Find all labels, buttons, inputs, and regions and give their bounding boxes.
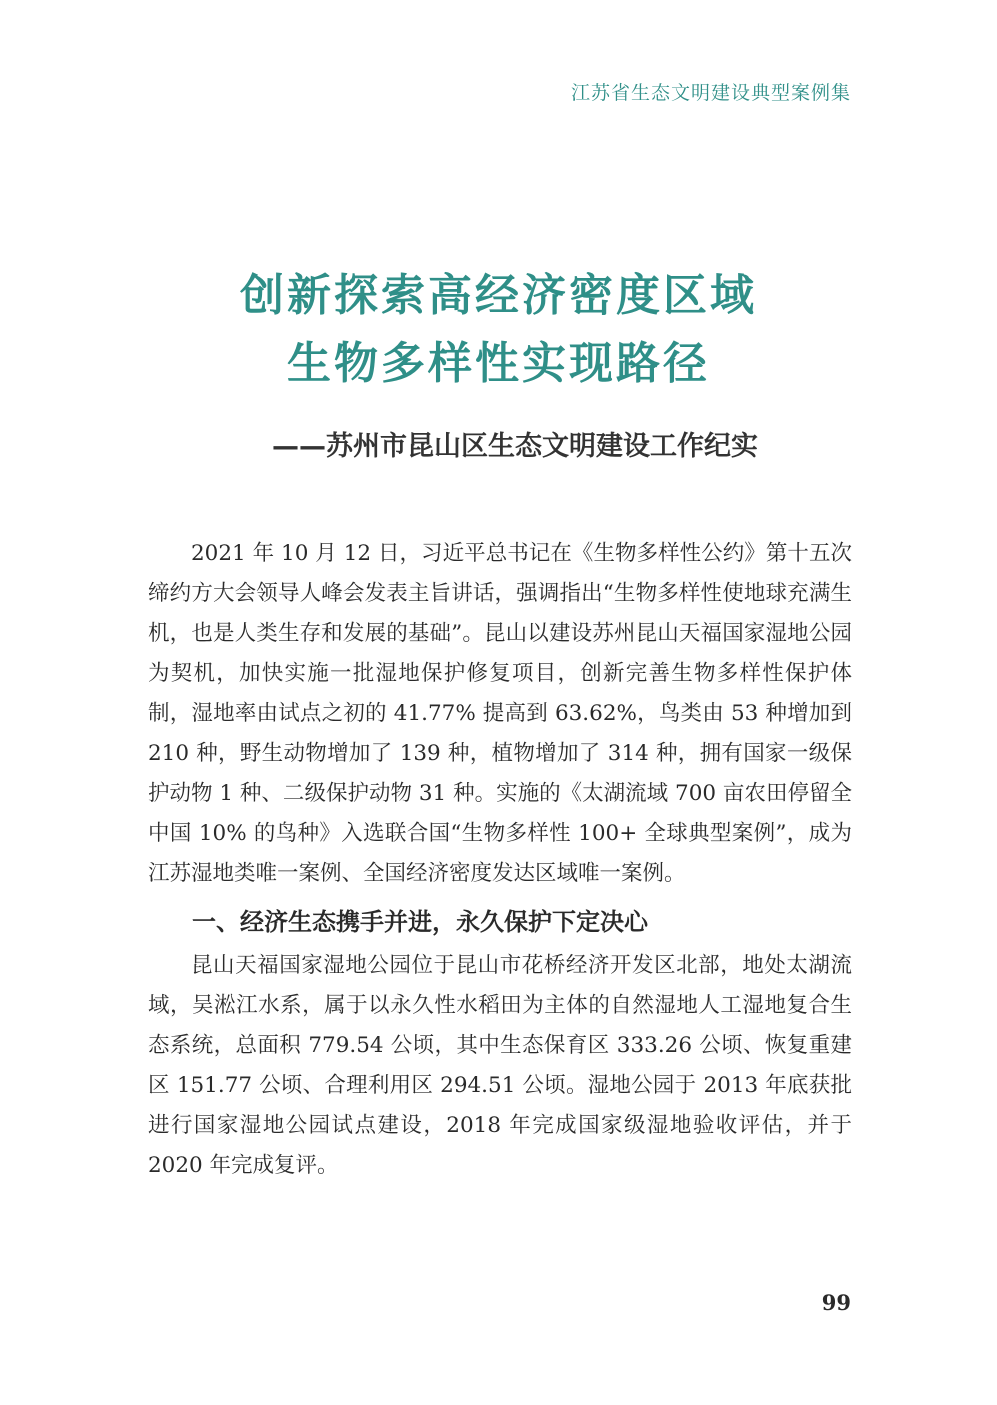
article-body (148, 534, 852, 1186)
title-line-2: 生物多样性实现路径 (287, 338, 710, 389)
running-header: 江苏省生态文明建设典型案例集 (570, 82, 851, 104)
article-title (0, 262, 997, 398)
section-paragraph: 昆山天福国家湿地公园位于昆山市花桥经济开发区北部，地处太湖流域，吴淞江水系，属于以永久性水稻田为主体的自然湿地人工湿地复合生态系统，总面积 779.54 公顷，其中生态保育区 333.26 公顷、恢复重建区 151.77 公顷、合理利用区 294.51 公顷。湿地公园于 2013 年底获批进行国家湿地公园试点建设，2018 年完成国家级湿地验收评估，并于 2020 年完成复评。 (148, 953, 852, 1178)
intro-paragraph: 2021 年 10 月 12 日，习近平总书记在《生物多样性公约》第十五次缔约方大会领导人峰会发表主旨讲话，强调指出“生物多样性使地球充满生机，也是人类生存和发展的基础”。昆山以建设苏州昆山天福国家湿地公园为契机，加快实施一批湿地保护修复项目，创新完善生物多样性保护体制，湿地率由试点之初的 41.77% 提高到 63.62%，鸟类由 53 种增加到 210 种，野生动物增加了 139 种，植物增加了 314 种，拥有国家一级保护动物 1 种、二级保护动物 31 种。实施的《太湖流域 700 亩农田停留全中国 10% 的鸟种》入选联合国“生物多样性 100+ 全球典型案例”，成为江苏湿地类唯一案例、全国经济密度发达区域唯一案例。 (148, 541, 852, 886)
title-line-1: 创新探索高经济密度区域 (240, 270, 757, 321)
section-heading: 一、经济生态携手并进，永久保护下定决心 (192, 908, 648, 936)
page-number: 99 (821, 1290, 851, 1315)
article-subtitle: ——苏州市昆山区生态文明建设工作纪实 (272, 431, 758, 462)
